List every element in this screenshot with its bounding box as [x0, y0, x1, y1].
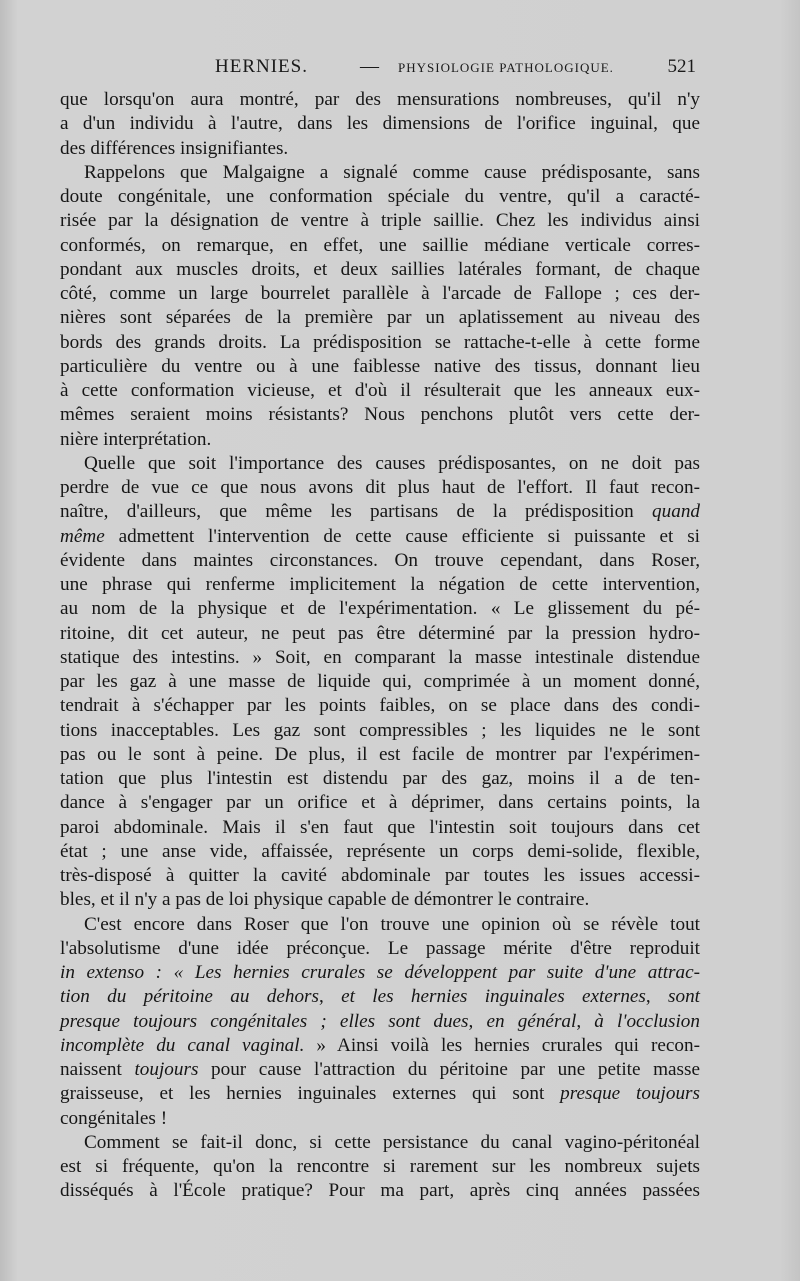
text-line [60, 1131, 700, 1155]
text-line [60, 234, 700, 258]
text-segment: naissent [60, 1059, 135, 1080]
text-line [60, 694, 700, 718]
text-line [60, 476, 700, 500]
text-segment: Rappelons que Malgaigne a signalé comme cause prédisposante, sans [84, 161, 700, 183]
text-segment: mêmes seraient moins résistants? Nous penchons plutôt vers cette der- [60, 404, 700, 426]
text-segment: admettent l'intervention de cette cause efficiente si puissante et si [104, 525, 700, 547]
text-line [60, 985, 700, 1009]
text-segment: une phrase qui renferme implicitement la négation de cette intervention, [60, 574, 700, 595]
text-segment: côté, comme un large bourrelet parallèle à l'arcade de Fallope ; ces der- [60, 283, 700, 304]
text-segment: pour cause l'attraction du péritoine par une petite masse [198, 1059, 700, 1080]
text-line [60, 428, 700, 452]
text-segment: naître, d'ailleurs, que même les partisans de la prédisposition [60, 501, 653, 523]
italic-text: in extenso : « Les hernies crurales se développent par suite d'une attrac- [60, 962, 700, 983]
text-line [60, 840, 700, 864]
text-line [60, 403, 700, 427]
text-segment: conformés, on remarque, en effet, une saillie médiane verticale corres- [60, 234, 700, 256]
text-segment: particulière du ventre ou à une faiblesse native des tissus, donnant lieu [60, 355, 700, 377]
text-line [60, 791, 700, 815]
text-line [60, 597, 700, 621]
text-segment: graisseuse, et les hernies inguinales externes qui sont [60, 1083, 561, 1105]
text-line [60, 1155, 700, 1179]
running-head [60, 56, 700, 84]
italic-text: même [60, 525, 105, 547]
text-segment: au nom de la physique et de l'expérimentation. « Le glissement du pé- [60, 598, 700, 620]
text-segment: nière interprétation. [60, 428, 212, 450]
text-line [60, 961, 700, 985]
text-line [60, 306, 700, 330]
text-line [60, 282, 700, 306]
text-line [60, 161, 700, 185]
text-segment: bords des grands droits. La prédisposition se rattache-t-elle à cette forme [60, 331, 700, 353]
page-number: 521 [667, 56, 696, 77]
text-line [60, 622, 700, 646]
text-line [60, 258, 700, 282]
italic-text: sont [668, 986, 701, 1008]
text-segment: est si fréquente, qu'on la rencontre si rarement sur les nombreux sujets [60, 1156, 700, 1177]
italic-text: tion du péritoine au dehors [60, 986, 319, 1008]
text-line [60, 646, 700, 670]
text-segment: pondant aux muscles droits, et deux saillies latérales formant, de chaque [60, 258, 700, 280]
text-segment: C'est encore dans Roser que l'on trouve une opinion où se révèle tout [84, 913, 700, 935]
text-line [60, 1082, 700, 1106]
text-segment: doute congénitale, une conformation spéciale du ventre, qu'il a caracté- [60, 186, 700, 207]
text-segment: , [576, 1010, 595, 1032]
text-line [60, 1034, 700, 1058]
running-head-subtitle: PHYSIOLOGIE PATHOLOGIQUE. [398, 60, 614, 75]
text-line [60, 864, 700, 888]
running-head-title: HERNIES. [215, 56, 308, 77]
text-line [60, 1107, 700, 1131]
text-segment: à cette conformation vicieuse, et d'où il résulterait que les anneaux eux- [60, 380, 700, 401]
body-text [60, 88, 700, 1204]
text-line [60, 670, 700, 694]
text-line [60, 355, 700, 379]
text-line [60, 1010, 700, 1034]
text-segment: ritoine, dit cet auteur, ne peut pas être déterminé par la pression hydro- [60, 622, 700, 644]
text-segment: risée par la désignation de ventre à triple saillie. Chez les individus ainsi [60, 210, 700, 232]
italic-text: incomplète du canal vaginal. [60, 1034, 305, 1056]
text-line [60, 888, 700, 912]
text-line [60, 379, 700, 403]
text-line [60, 767, 700, 791]
text-segment: état ; une anse vide, affaissée, représente un corps demi-solide, flexible, [60, 840, 700, 862]
text-segment: disséqués à l'École pratique? Pour ma part, après cinq années passées [60, 1180, 700, 1202]
text-segment: dance à s'engager par un orifice et à déprimer, dans certains points, la [60, 792, 700, 814]
text-segment: congénitales ! [60, 1107, 168, 1129]
text-line [60, 137, 700, 161]
text-segment: , [468, 1010, 487, 1032]
text-segment: » Ainsi voilà les hernies crurales qui recon- [304, 1034, 700, 1056]
text-line [60, 1179, 700, 1203]
text-line [60, 331, 700, 355]
text-segment: très-disposé à quitter la cavité abdominale par toutes les issues accessi- [60, 865, 700, 886]
text-segment: l'absolutisme d'une idée préconçue. Le passage mérite d'être reproduit [60, 937, 700, 959]
text-line [60, 209, 700, 233]
italic-text: quand [652, 501, 700, 523]
italic-text: toujours [134, 1059, 199, 1080]
text-line [60, 937, 700, 961]
text-line [60, 816, 700, 840]
text-line [60, 185, 700, 209]
text-line [60, 549, 700, 573]
text-line [60, 500, 700, 524]
text-segment: bles, et il n'y a pas de loi physique capable de démontrer le contraire. [60, 889, 590, 911]
text-segment: tions inacceptables. Les gaz sont compressibles ; les liquides ne le sont [60, 719, 700, 741]
text-line [60, 525, 700, 549]
text-segment: tation que plus l'intestin est distendu par des gaz, moins il a de ten- [60, 768, 700, 789]
text-segment: a d'un individu à l'autre, dans les dimensions de l'orifice inguinal, que [60, 113, 700, 135]
italic-text: et les hernies inguinales externes [341, 986, 646, 1008]
text-segment: statique des intestins. » Soit, en comparant la masse intestinale distendue [60, 646, 700, 668]
text-segment: tendrait à s'échapper par les points faibles, on se place dans des condi- [60, 695, 700, 717]
text-line [60, 573, 700, 597]
text-segment: par les gaz à une masse de liquide qui, comprimée à un moment donné, [60, 671, 700, 692]
text-segment: perdre de vue ce que nous avons dit plus haut de l'effort. Il faut recon- [60, 477, 700, 498]
text-line [60, 112, 700, 136]
italic-text: à l'occlusion [594, 1010, 700, 1032]
text-line [60, 88, 700, 112]
text-segment: Comment se fait-il donc, si cette persistance du canal vagino-péritonéal [84, 1131, 700, 1153]
text-segment: Quelle que soit l'importance des causes prédisposantes, on ne doit pas [84, 452, 700, 474]
text-segment: paroi abdominale. Mais il s'en faut que l'intestin soit toujours dans cet [60, 816, 700, 838]
text-segment: nières sont séparées de la première par un aplatissement au niveau des [60, 307, 700, 329]
italic-text: presque toujours congénitales ; elles sont dues [60, 1010, 469, 1032]
running-head-dash: — [360, 56, 379, 77]
italic-text: presque toujours [560, 1083, 700, 1105]
text-segment: , [645, 986, 669, 1008]
text-line [60, 1058, 700, 1082]
text-line [60, 452, 700, 476]
italic-text: en général [486, 1010, 577, 1032]
text-line [60, 719, 700, 743]
text-segment: pas ou le sont à peine. De plus, il est facile de montrer par l'expérimen- [60, 743, 700, 765]
text-segment: que lorsqu'on aura montré, par des mensurations nombreuses, qu'il n'y [60, 89, 700, 110]
text-segment: évidente dans maintes circonstances. On trouve cependant, dans Roser, [60, 549, 700, 571]
text-segment: des différences insignifiantes. [60, 137, 289, 159]
text-line [60, 743, 700, 767]
text-line [60, 913, 700, 937]
text-segment: , [319, 986, 342, 1008]
